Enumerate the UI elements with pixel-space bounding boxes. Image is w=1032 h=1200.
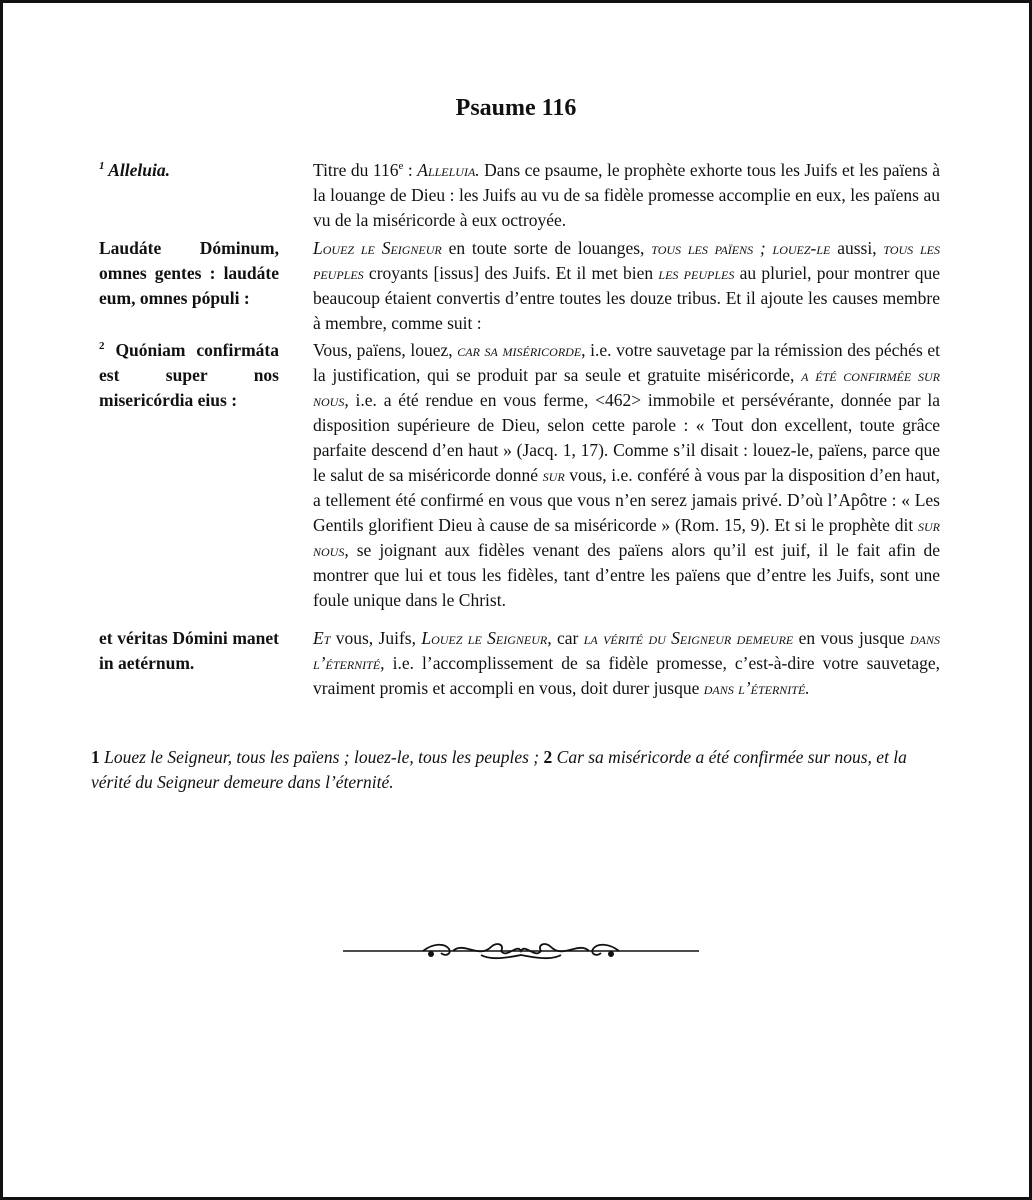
commentary-text: Louez le Seigneur en toute sorte de louanges, tous les païens ; louez-le aussi, tous les peuples croyants [issus] des Juifs. Et il met bien les peuples au pluriel, pour montrer que beaucoup étaient convertis d’entre toutes les douze tribus. Et il ajoute les causes membre à membre, comme suit :	[313, 238, 940, 333]
commentary-text: Vous, païens, louez, car sa miséricorde, i.e. votre sauvetage par la rémission des péchés et la justification, qui se produit par sa seule et gratuite miséricorde, a été confirmée sur nous, i.e. a été rendue en vous ferme, <462> immobile et persévérante, donnée par la disposition supérieure de Dieu, selon cette parole : « Tout don excellent, toute grâce parfaite descend d’en haut » (Jacq. 1, 17). Comme s’il disait : louez-le, païens, parce que le salut de sa miséricorde donné sur vous, i.e. conféré à vous par la disposition d’en haut, a tellement été confirmé en vous que vous n’en serez jamais privé. D’où l’Apôtre : « Les Gentils glorifient Dieu à cause de sa miséricorde » (Rom. 15, 9). Et si le prophète dit sur nous, se joignant aux fidèles venant des païens alors qu’il est juif, il le fait afin de montrer que lui et tous les fidèles, tant d’entre les païens que d’entre les Juifs, sont une foule unique dans le Christ.	[313, 340, 940, 610]
commentary-text: Et vous, Juifs, Louez le Seigneur, car la vérité du Seigneur demeure en vous jusque dans l’éternité, i.e. l’accomplissement de sa fidèle promesse, c’est-à-dire votre sauvetage, vraiment promis et accompli en vous, doit durer jusque dans l’éternité.	[313, 628, 941, 698]
page-title: Psaume 116	[455, 95, 577, 121]
ornament-divider-icon	[341, 935, 701, 967]
latin-text: et véritas Dómini manet in aetérnum.	[99, 628, 279, 673]
latin-text: $^2$ Quóniam confirmáta est super nos misericórdia eius :	[99, 340, 279, 410]
translation-footer: 1 Louez le Seigneur, tous les païens ; louez-le, tous les peuples ; 2 Car sa miséricorde a été confirmée sur nous, et la vérité du Seigneur demeure dans l’éternité.	[91, 747, 907, 792]
commentary-text: Titre du 116e : Alleluia. Dans ce psaume, le prophète exhorte tous les Juifs et les païens à la louange de Dieu : les Juifs au vu de sa fidèle promesse accomplie en eux, les païens au vu de la miséricorde à eux octroyée.	[313, 160, 940, 230]
verse-number: 1	[99, 160, 105, 173]
verse-number: 2	[99, 340, 105, 353]
latin-text: $^1$ Alleluia.	[99, 160, 170, 180]
latin-text: Laudáte Dóminum, omnes gentes : laudáte eum, omnes pópuli :	[99, 238, 279, 308]
